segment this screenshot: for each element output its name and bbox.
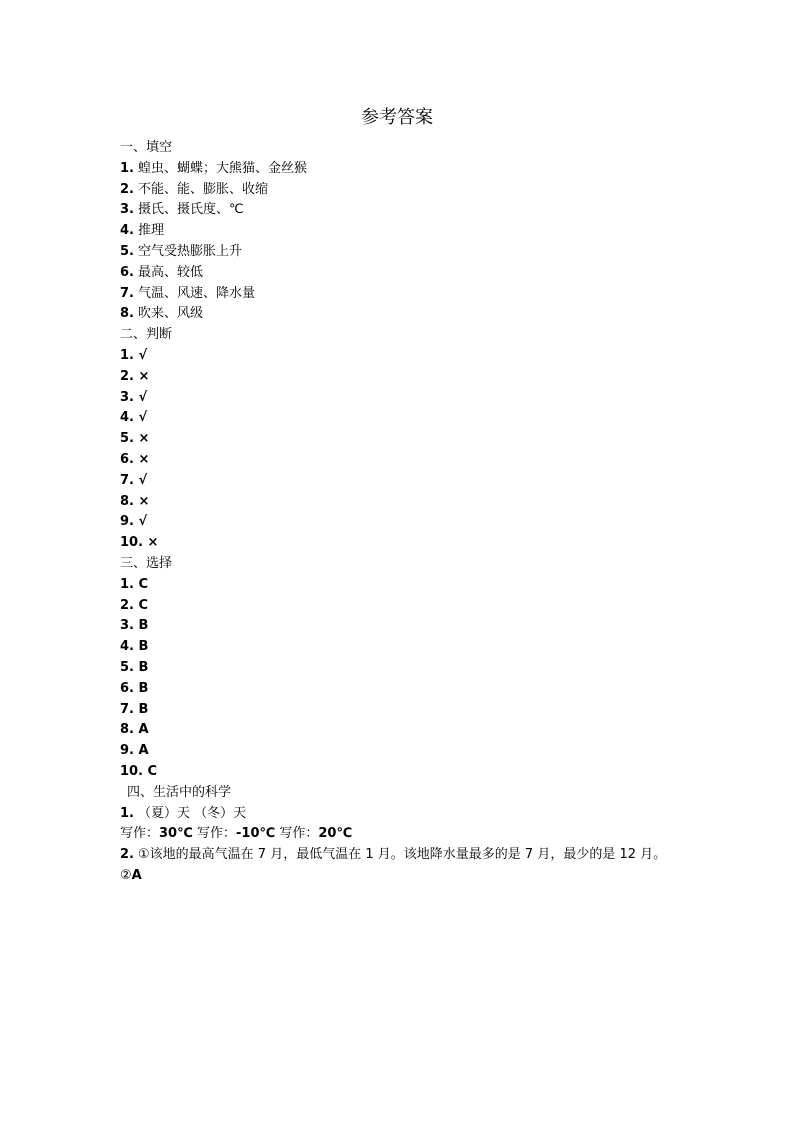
choice-item: 5. B — [120, 659, 149, 675]
choice-item: 7. B — [120, 701, 149, 717]
judge-item: 9. √ — [120, 514, 148, 530]
section-heading-judge: 二、判断 — [120, 327, 173, 343]
judge-item: 7. √ — [120, 472, 148, 488]
choice-item: 6. B — [120, 680, 149, 696]
judge-item: 5. × — [120, 431, 150, 447]
answer-content — [120, 138, 720, 887]
judge-item: 4. √ — [120, 410, 148, 426]
judge-item: 2. × — [120, 368, 150, 384]
fill-item: 6. 最高、较低 — [120, 264, 203, 280]
judge-item: 6. × — [120, 451, 150, 467]
choice-item: 4. B — [120, 639, 149, 655]
life-q1-write: 写作：30℃ 写作：-10℃ 写作：20℃ — [120, 826, 353, 842]
choice-item: 10. C — [120, 763, 158, 779]
choice-item: 1. C — [120, 576, 149, 592]
choice-item: 2. C — [120, 597, 149, 613]
choice-item: 3. B — [120, 618, 149, 634]
fill-item: 1. 蝗虫、蝴蝶；大熊猫、金丝猴 — [120, 160, 307, 176]
section-heading-choice: 三、选择 — [120, 555, 173, 571]
life-q2-part2: ②A — [120, 867, 142, 883]
section-heading-fill: 一、填空 — [120, 140, 173, 155]
judge-item: 10. × — [120, 535, 159, 551]
page-title: 参考答案 — [361, 107, 433, 128]
section-heading-life: 四、生活中的科学 — [127, 784, 232, 800]
fill-item: 3. 摄氏、摄氏度、℃ — [120, 202, 244, 218]
judge-item: 3. √ — [120, 389, 148, 405]
life-q2: 2. ①该地的最高气温在 7 月，最低气温在 1 月。该地降水量最多的是 7 月，最少的是 12 月。 — [120, 847, 667, 863]
fill-item: 8. 吹来、风级 — [120, 306, 203, 322]
judge-item: 1. √ — [120, 347, 148, 363]
fill-item: 5. 空气受热膨胀上升 — [120, 243, 242, 259]
life-q1: 1. （夏）天 （冬）天 — [120, 805, 247, 821]
fill-item: 2. 不能、能、膨胀、收缩 — [120, 181, 268, 197]
choice-item: 9. A — [120, 743, 149, 759]
judge-item: 8. × — [120, 493, 150, 509]
choice-item: 8. A — [120, 722, 149, 738]
fill-item: 4. 推理 — [120, 223, 164, 239]
fill-item: 7. 气温、风速、降水量 — [120, 285, 255, 301]
